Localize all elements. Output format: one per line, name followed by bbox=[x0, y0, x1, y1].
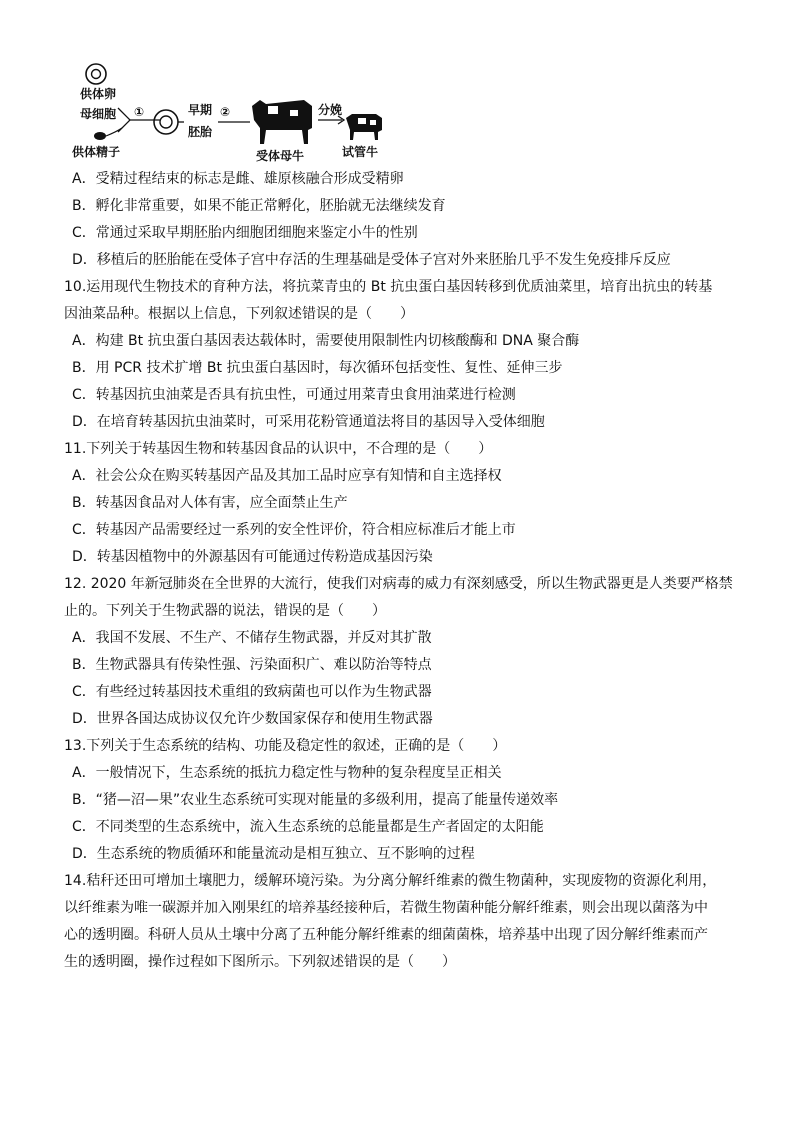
q13-option-d: D．生态系统的物质循环和能量流动是相互独立、互不影响的过程 bbox=[72, 846, 475, 862]
q12-stem-1: 12. 2020 年新冠肺炎在全世界的大流行，使我们对病毒的威力有深刻感受，所以生物武器更是人类要严格禁 bbox=[64, 576, 733, 592]
q11-stem: 11.下列关于转基因生物和转基因食品的认识中，不合理的是（ ） bbox=[64, 441, 493, 457]
question-content bbox=[64, 166, 752, 976]
label-test-tube-calf: 试管牛 bbox=[342, 145, 379, 159]
label-donor-sperm: 供体精子 bbox=[72, 145, 121, 159]
q10-stem-1: 10.运用现代生物技术的育种方法，将抗菜青虫的 Bt 抗虫蛋白基因转移到优质油菜里，培育出抗虫的转基 bbox=[64, 279, 713, 295]
q14-stem-2: 以纤维素为唯一碳源并加入刚果红的培养基经接种后，若微生物菌种能分解纤维素，则会出现以菌落为中 bbox=[64, 900, 708, 916]
q14-stem-4: 生的透明圈，操作过程如下图所示。下列叙述错误的是（ ） bbox=[64, 954, 456, 970]
q14-stem-3: 心的透明圈。科研人员从土壤中分离了五种能分解纤维素的细菌菌株，培养基中出现了因分解纤维素而产 bbox=[64, 927, 708, 943]
ivf-process-diagram bbox=[60, 56, 390, 166]
q10-stem-2: 因油菜品种。根据以上信息，下列叙述错误的是（ ） bbox=[64, 306, 414, 322]
q12-option-d: D．世界各国达成协议仅允许少数国家保存和使用生物武器 bbox=[72, 711, 433, 727]
q11-option-c: C．转基因产品需要经过一系列的安全性评价，符合相应标准后才能上市 bbox=[72, 522, 516, 538]
egg-cell-icon bbox=[86, 64, 106, 84]
q13-option-a: A．一般情况下，生态系统的抵抗力稳定性与物种的复杂程度呈正相关 bbox=[72, 765, 502, 781]
label-early-embryo-1: 早期 bbox=[188, 103, 213, 117]
label-early-embryo-2: 胚胎 bbox=[188, 125, 213, 139]
ivf-diagram-svg bbox=[60, 56, 390, 166]
recipient-cow-icon bbox=[252, 100, 312, 144]
q13-option-c: C．不同类型的生态系统中，流入生态系统的总能量都是生产者固定的太阳能 bbox=[72, 819, 544, 835]
q13-option-b: B．“猪—沼—果”农业生态系统可实现对能量的多级利用，提高了能量传递效率 bbox=[72, 792, 559, 808]
label-recipient-cow: 受体母牛 bbox=[256, 149, 305, 163]
test-tube-calf-icon bbox=[346, 114, 382, 140]
step2-label: ② bbox=[220, 105, 231, 119]
q12-option-c: C．有些经过转基因技术重组的致病菌也可以作为生物武器 bbox=[72, 684, 432, 700]
q11-option-a: A．社会公众在购买转基因产品及其加工品时应享有知情和自主选择权 bbox=[72, 468, 502, 484]
step1-label: ① bbox=[134, 105, 145, 119]
q12-option-a: A．我国不发展、不生产、不储存生物武器，并反对其扩散 bbox=[72, 630, 432, 646]
sperm-icon bbox=[94, 128, 122, 140]
zygote-icon bbox=[154, 110, 178, 134]
q10-option-d: D．在培育转基因抗虫油菜时，可采用花粉管通道法将目的基因导入受体细胞 bbox=[72, 414, 545, 430]
q13-stem: 13.下列关于生态系统的结构、功能及稳定性的叙述，正确的是（ ） bbox=[64, 738, 507, 754]
label-donor-egg-2: 母细胞 bbox=[80, 107, 117, 121]
q10-option-b: B．用 PCR 技术扩增 Bt 抗虫蛋白基因时，每次循环包括变性、复性、延伸三步 bbox=[72, 360, 563, 376]
fusion-lines bbox=[118, 108, 130, 132]
q10-option-c: C．转基因抗虫油菜是否具有抗虫性，可通过用菜青虫食用油菜进行检测 bbox=[72, 387, 516, 403]
q14-stem-1: 14.秸秆还田可增加土壤肥力，缓解环境污染。为分离分解纤维素的微生物菌种，实现废物的资源化利用， bbox=[64, 873, 717, 889]
q12-option-b: B．生物武器具有传染性强、污染面积广、难以防治等特点 bbox=[72, 657, 432, 673]
q12-stem-2: 止的。下列关于生物武器的说法，错误的是（ ） bbox=[64, 603, 386, 619]
q10-option-a: A．构建 Bt 抗虫蛋白基因表达载体时，需要使用限制性内切核酸酶和 DNA 聚合酶 bbox=[72, 333, 580, 349]
q11-option-d: D．转基因植物中的外源基因有可能通过传粉造成基因污染 bbox=[72, 549, 433, 565]
label-donor-egg-1: 供体卵 bbox=[80, 87, 117, 101]
q9-option-d: D．移植后的胚胎能在受体子宫中存活的生理基础是受体子宫对外来胚胎几乎不发生免疫排斥反应 bbox=[72, 252, 671, 268]
q9-option-c: C．常通过采取早期胚胎内细胞团细胞来鉴定小牛的性别 bbox=[72, 225, 418, 241]
q9-option-b: B．孵化非常重要，如果不能正常孵化，胚胎就无法继续发育 bbox=[72, 198, 446, 214]
q9-option-a: A．受精过程结束的标志是雌、雄原核融合形成受精卵 bbox=[72, 171, 404, 187]
q11-option-b: B．转基因食品对人体有害，应全面禁止生产 bbox=[72, 495, 348, 511]
label-delivery: 分娩 bbox=[318, 103, 343, 117]
